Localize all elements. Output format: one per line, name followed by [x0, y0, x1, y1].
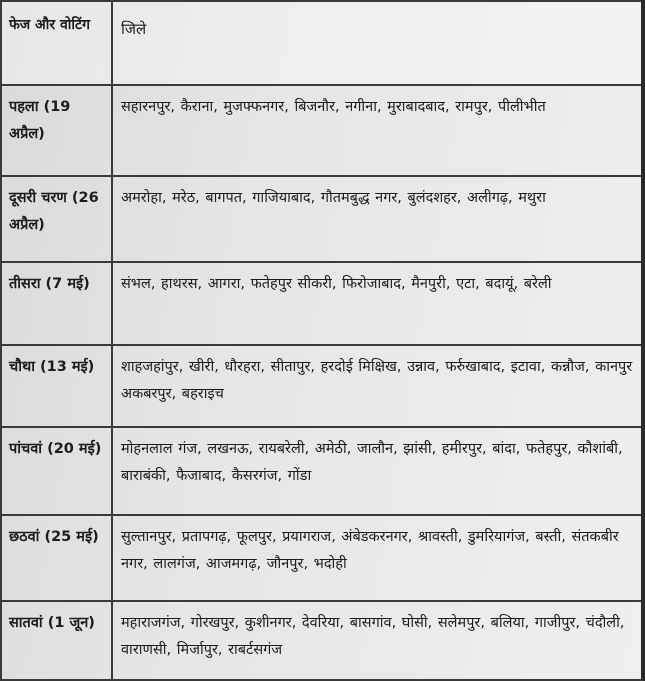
table-header-row: [1, 1, 642, 85]
phase-cell: चौथा (13 मई): [1, 345, 112, 427]
table-row: [1, 176, 642, 262]
phase-cell: छठवां (25 मई): [1, 515, 112, 601]
table-row: [1, 427, 642, 515]
phase-cell: पहला (19 अप्रैल): [1, 85, 112, 176]
table-row: [1, 262, 642, 345]
districts-cell: संभल, हाथरस, आगरा, फतेहपुर सीकरी, फिरोजाबाद, मैनपुरी, एटा, बदायूं, बरेली: [112, 262, 642, 345]
header-phase: फेज और वोटिंग: [1, 1, 112, 85]
table-row: [1, 85, 642, 176]
phase-cell: सातवां (1 जून): [1, 601, 112, 680]
phase-cell: पांचवां (20 मई): [1, 427, 112, 515]
phase-cell: दूसरी चरण (26 अप्रैल): [1, 176, 112, 262]
photo-edge-shadow: [641, 0, 645, 680]
table-row: [1, 601, 642, 680]
districts-cell: महाराजगंज, गोरखपुर, कुशीनगर, देवरिया, बासगांव, घोसी, सलेमपुर, बलिया, गाजीपुर, चंदौली, वाराणसी, मिर्जापुर, राबर्टसगंज: [112, 601, 642, 680]
table-row: [1, 515, 642, 601]
districts-cell: शाहजहांपुर, खीरी, धौरहरा, सीतापुर, हरदोई मिक्षिख, उन्नाव, फर्रुखाबाद, इटावा, कन्नौज, कानपुर अकबरपुर, बहराइच: [112, 345, 642, 427]
table-row: [1, 345, 642, 427]
districts-cell: मोहनलाल गंज, लखनऊ, रायबरेली, अमेठी, जालौन, झांसी, हमीरपुर, बांदा, फतेहपुर, कौशांबी, बाराबंकी, फैजाबाद, कैसरगंज, गोंडा: [112, 427, 642, 515]
districts-cell: अमरोहा, मरेठ, बागपत, गाजियाबाद, गौतमबुद्ध नगर, बुलंदशहर, अलीगढ़, मथुरा: [112, 176, 642, 262]
districts-cell: सुल्तानपुर, प्रतापगढ़, फूलपुर, प्रयागराज, अंबेडकरनगर, श्रावस्ती, डुमरियागंज, बस्ती, संतकबीर नगर, लालगंज, आजमगढ़, जौनपुर, भदोही: [112, 515, 642, 601]
districts-cell: सहारनपुर, कैराना, मुजफ्फनगर, बिजनौर, नगीना, मुराबादबाद, रामपुर, पीलीभीत: [112, 85, 642, 176]
header-districts: जिले: [112, 1, 642, 85]
phase-cell: तीसरा (7 मई): [1, 262, 112, 345]
